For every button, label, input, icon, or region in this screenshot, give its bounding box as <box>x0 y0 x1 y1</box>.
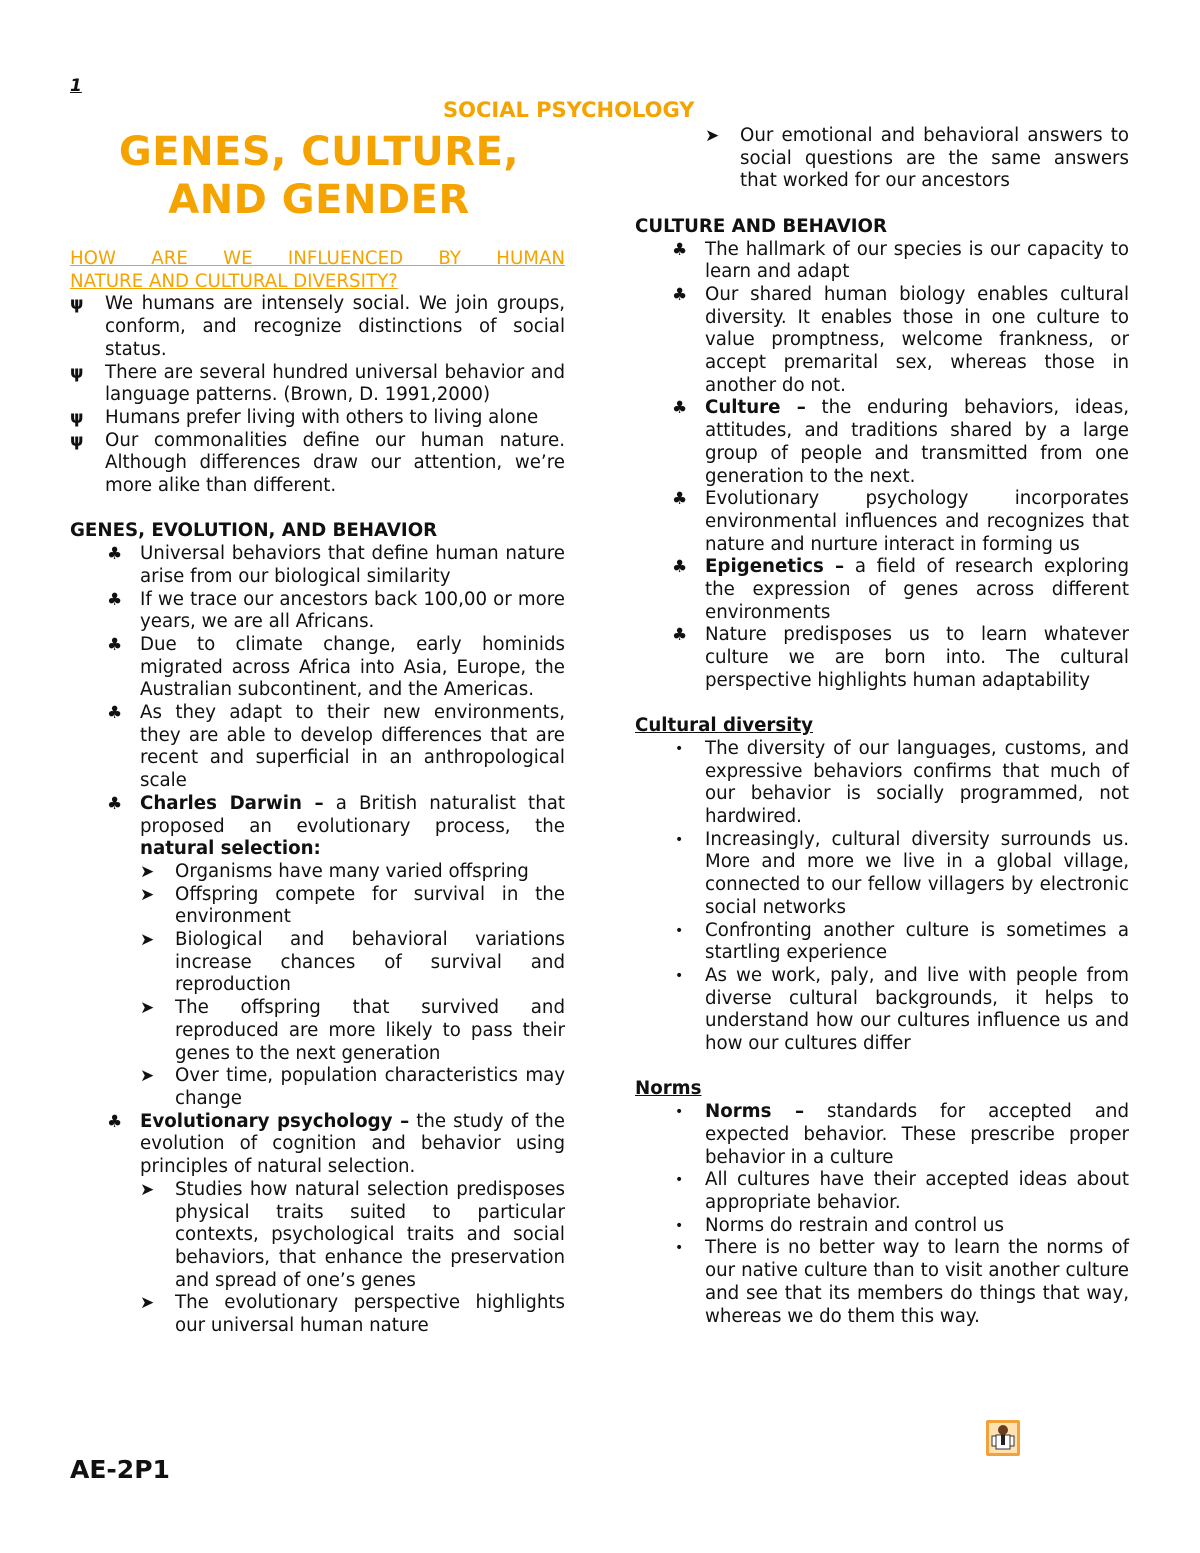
arrow-icon: ➤ <box>705 126 720 146</box>
document-title <box>70 128 568 224</box>
arrow-icon: ➤ <box>140 930 155 951</box>
arrow-icon: ➤ <box>140 1066 155 1087</box>
bullet-icon: • <box>675 831 684 848</box>
club-icon: ♣ <box>672 284 688 305</box>
list-item: ♣ The hallmark of our species is our capacity to learn and adapt <box>672 238 1129 283</box>
left-column <box>70 248 565 1338</box>
psi-list <box>70 293 565 497</box>
club-icon: ♣ <box>672 557 688 578</box>
list-item: ♣ Due to climate change, early hominids migrated across Africa into Asia, Europe, the Australian subcontinent, and the Americas. <box>107 633 565 701</box>
section-title-genes: GENES, EVOLUTION, AND BEHAVIOR <box>70 520 438 542</box>
list-item: ψ Our commonalities define our human nature. Although differences draw our attention, we’re more alike than different. <box>70 429 565 497</box>
bullet-icon: • <box>675 740 684 757</box>
sub-list-item: ➤ Studies how natural selection predisposes physical traits suited to particular contexts, psychological traits and social behaviors, that enhance the preservation and spread of one’s genes <box>140 1178 565 1291</box>
sub-list-item: ➤ Our emotional and behavioral answers to social questions are the same answers that worked for our ancestors <box>705 125 1129 192</box>
list-item: ♣ Culture – the enduring behaviors, ideas, attitudes, and traditions shared by a large group of people and transmitted from one generation to the next. <box>672 397 1129 487</box>
club-icon: ♣ <box>107 544 123 565</box>
sub-list-item: ➤ Offspring compete for survival in the environment <box>140 883 565 928</box>
list-item: ♣ Evolutionary psychology incorporates environmental influences and recognizes that nature and nurture interact in forming us <box>672 488 1129 555</box>
list-item: ♣ Universal behaviors that define human nature arise from our biological similarity <box>107 543 565 587</box>
norms-list <box>635 1101 1129 1328</box>
list-item: ♣ If we trace our ancestors back 100,00 or more years, we are all Africans. <box>107 588 565 633</box>
guiding-question-line-2: NATURE AND CULTURAL DIVERSITY? <box>70 270 398 292</box>
footer-code: AE-2P1 <box>70 1455 170 1484</box>
list-item: ψ We humans are intensely social. We join groups, conform, and recognize distinctions of social status. <box>70 293 565 360</box>
section-title-norms: Norms <box>635 1078 702 1100</box>
sub-list-item: ➤ Organisms have many varied offspring <box>140 860 529 882</box>
club-icon: ♣ <box>107 589 123 610</box>
list-item: • The diversity of our languages, customs, and expressive behaviors confirms that much of our behavior is socially programmed, not hardwired. <box>675 737 1129 828</box>
continued-list <box>635 125 1129 193</box>
evo-sublist <box>140 1179 565 1338</box>
diversity-list <box>635 738 1129 1056</box>
arrow-icon: ➤ <box>140 1293 155 1314</box>
club-icon: ♣ <box>107 1111 123 1132</box>
title-line-2: AND GENDER <box>168 177 470 223</box>
arrow-icon: ➤ <box>140 1179 155 1200</box>
psi-icon: ψ <box>70 430 84 451</box>
club-icon: ♣ <box>107 793 123 814</box>
club-icon: ♣ <box>672 625 688 646</box>
psi-icon: ψ <box>70 362 84 383</box>
arrow-icon: ➤ <box>140 861 155 882</box>
sub-list-item: ➤ Biological and behavioral variations increase chances of survival and reproduction <box>140 929 565 996</box>
club-icon: ♣ <box>107 703 123 724</box>
person-figure-icon <box>986 1420 1020 1456</box>
arrow-icon: ➤ <box>140 884 155 905</box>
list-item: • All cultures have their accepted ideas about appropriate behavior. <box>675 1169 1129 1213</box>
bullet-icon: • <box>675 1172 684 1189</box>
club-icon: ♣ <box>107 634 123 655</box>
right-column <box>635 125 1129 1328</box>
page-header: SOCIAL PSYCHOLOGY <box>443 98 695 122</box>
section-title-diversity: Cultural diversity <box>635 715 814 737</box>
list-item: • Increasingly, cultural diversity surrounds us. More and more we live in a global village, connected to our fellow villagers by electronic social networks <box>675 828 1129 918</box>
list-item: ♣ Nature predisposes us to learn whatever culture we are born into. The cultural perspective highlights human adaptability <box>672 624 1129 691</box>
list-item: ψ Humans prefer living with others to living alone <box>70 406 539 428</box>
sub-list-item: ➤ The offspring that survived and reproduced are more likely to pass their genes to the next generation <box>140 997 565 1064</box>
psi-icon: ψ <box>70 407 84 428</box>
list-item: ♣ Epigenetics – a field of research exploring the expression of genes across different environments <box>672 556 1129 623</box>
sub-list-item: ➤ Over time, population characteristics may change <box>140 1065 565 1109</box>
list-item: • Confronting another culture is sometimes a startling experience <box>675 919 1129 964</box>
list-item: • There is no better way to learn the norms of our native culture than to visit another culture and see that its members do things that way, whereas we do them this way. <box>675 1237 1129 1327</box>
bullet-icon: • <box>675 1217 684 1234</box>
list-item: ♣ As they adapt to their new environments, they are able to develop differences that are recent and superficial in an anthropological scale <box>107 702 565 792</box>
genes-list <box>70 543 565 1338</box>
culture-list <box>635 239 1129 693</box>
list-item-evolutionary-psychology: ♣ Evolutionary psychology – the study of the evolution of cognition and behavior using principles of natural selection. ➤ Studies how natural selection predisposes physical traits suited to particular contexts, psychological traits and social behaviors, that enhance the preservation and spread of one’s genes ➤ The evolutionary perspective highlights our universal human nature <box>107 1110 566 1337</box>
section-title-culture: CULTURE AND BEHAVIOR <box>635 215 888 237</box>
title-line-1: GENES, CULTURE, <box>118 129 520 175</box>
psi-icon: ψ <box>70 294 84 315</box>
club-icon: ♣ <box>672 489 688 510</box>
list-item-darwin: ♣ Charles Darwin – a British naturalist that proposed an evolutionary process, the natural selection: ➤ Organisms have many varied offspring ➤ Offspring compete for survival in the environment ➤ Biological and behavioral variations increase chances of survival and reproduction ➤ The offspring that survived and reproduced are more likely to pass their genes to the next generation ➤ Over time, population characteristics may change <box>107 792 565 1109</box>
list-item: • Norms do restrain and control us <box>675 1214 1005 1236</box>
guiding-question-line-1: HOW ARE WE INFLUENCED BY HUMAN <box>70 248 565 269</box>
bullet-icon: • <box>675 1240 684 1257</box>
club-icon: ♣ <box>672 398 688 419</box>
list-item: • Norms – standards for accepted and expected behavior. These prescribe proper behavior in a culture <box>675 1101 1129 1168</box>
bullet-icon: • <box>675 922 684 939</box>
list-item: ♣ Our shared human biology enables cultural diversity. It enables those in one culture to value promptness, welcome frankness, or accept premarital sex, whereas those in another do not. <box>672 283 1129 396</box>
list-item: ψ There are several hundred universal behavior and language patterns. (Brown, D. 1991,2000) <box>70 361 565 406</box>
darwin-sublist <box>140 861 565 1111</box>
page-number: 1 <box>70 76 82 96</box>
list-item: • As we work, paly, and live with people from diverse cultural backgrounds, it helps to understand how our cultures influence us and how our cultures differ <box>675 964 1129 1055</box>
club-icon: ♣ <box>672 239 688 260</box>
sub-list-item: ➤ The evolutionary perspective highlights our universal human nature <box>140 1292 565 1337</box>
bullet-icon: • <box>675 967 684 984</box>
bullet-icon: • <box>675 1104 684 1121</box>
arrow-icon: ➤ <box>140 998 155 1019</box>
